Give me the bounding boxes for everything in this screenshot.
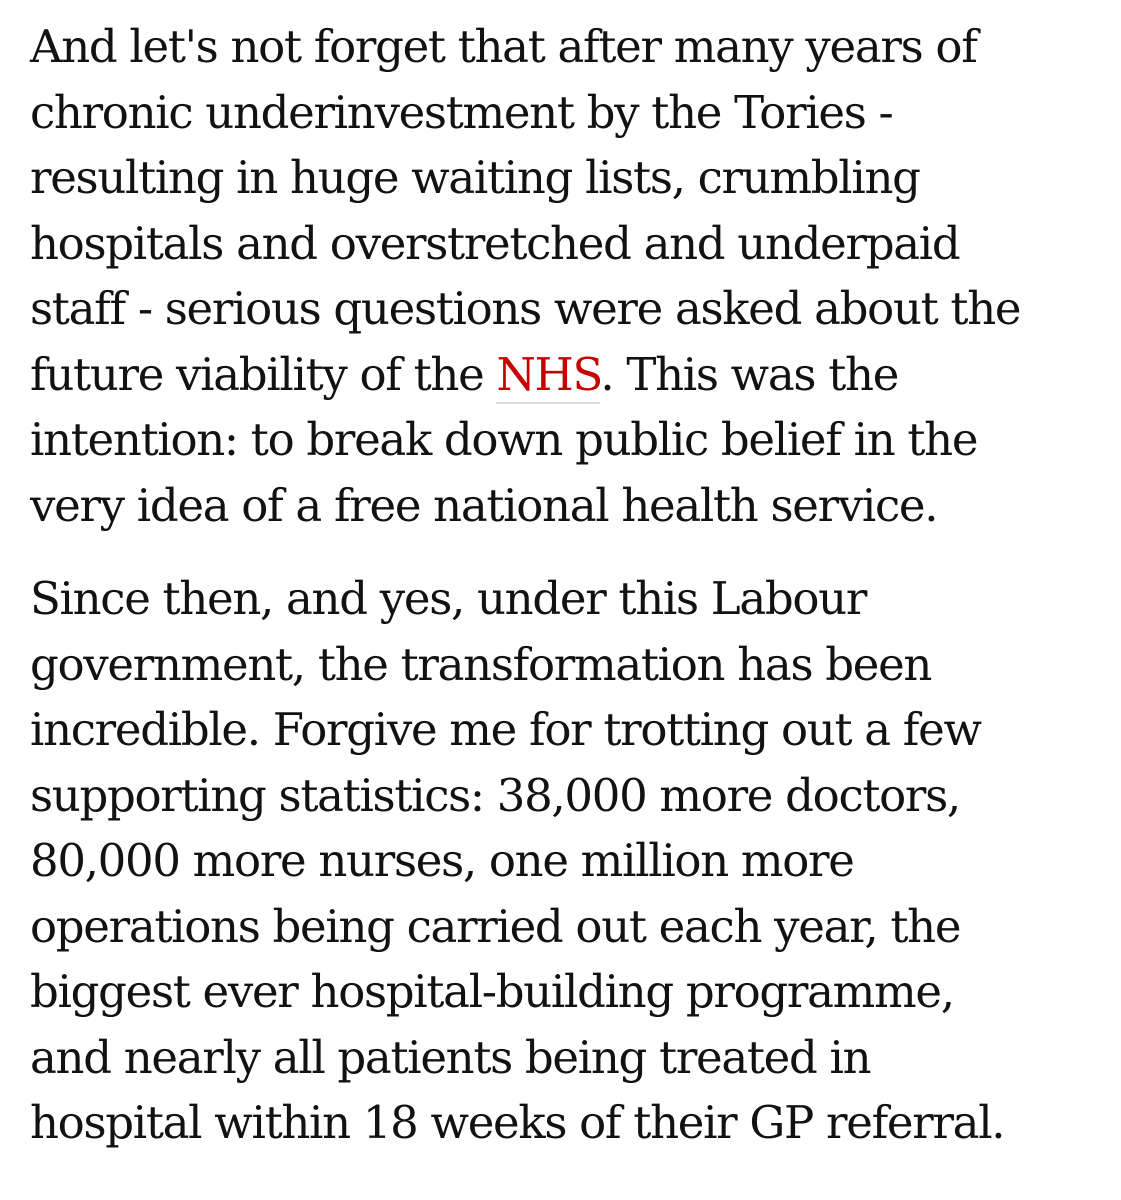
text-line: staff - serious questions were asked about the <box>30 282 1021 335</box>
text-line: government, the transformation has been <box>30 637 932 691</box>
text-fragment: . This was the <box>600 347 899 401</box>
text-line: chronic underinvestment by the Tories - <box>30 85 893 139</box>
text-line: 80,000 more nurses, one million more <box>30 834 854 887</box>
text-line: incredible. Forgive me for trotting out a few <box>30 703 981 756</box>
text-line: And let's not forget that after many years of <box>30 20 977 73</box>
text-line: biggest ever hospital-building programme, <box>30 965 954 1018</box>
text-line: supporting statistics: 38,000 more doctors, <box>30 768 960 822</box>
nhs-link[interactable]: NHS <box>496 348 600 404</box>
text-line: intention: to break down public belief in the <box>30 413 978 466</box>
text-line: operations being carried out each year, the <box>30 899 961 953</box>
text-line: resulting in huge waiting lists, crumbling <box>30 151 920 204</box>
text-line: hospital within 18 weeks of their GP referral. <box>30 1096 1005 1149</box>
text-line: hospitals and overstretched and underpaid <box>30 216 960 270</box>
text-fragment: future viability of the <box>30 347 497 401</box>
text-line: very idea of a free national health service. <box>30 478 938 532</box>
article-body <box>30 14 1110 1184</box>
text-line-with-link <box>30 342 1110 408</box>
paragraph-2 <box>30 566 1110 1156</box>
text-line: Since then, and yes, under this Labour <box>30 572 867 625</box>
paragraph-1 <box>30 14 1110 538</box>
text-line: and nearly all patients being treated in <box>30 1030 871 1084</box>
